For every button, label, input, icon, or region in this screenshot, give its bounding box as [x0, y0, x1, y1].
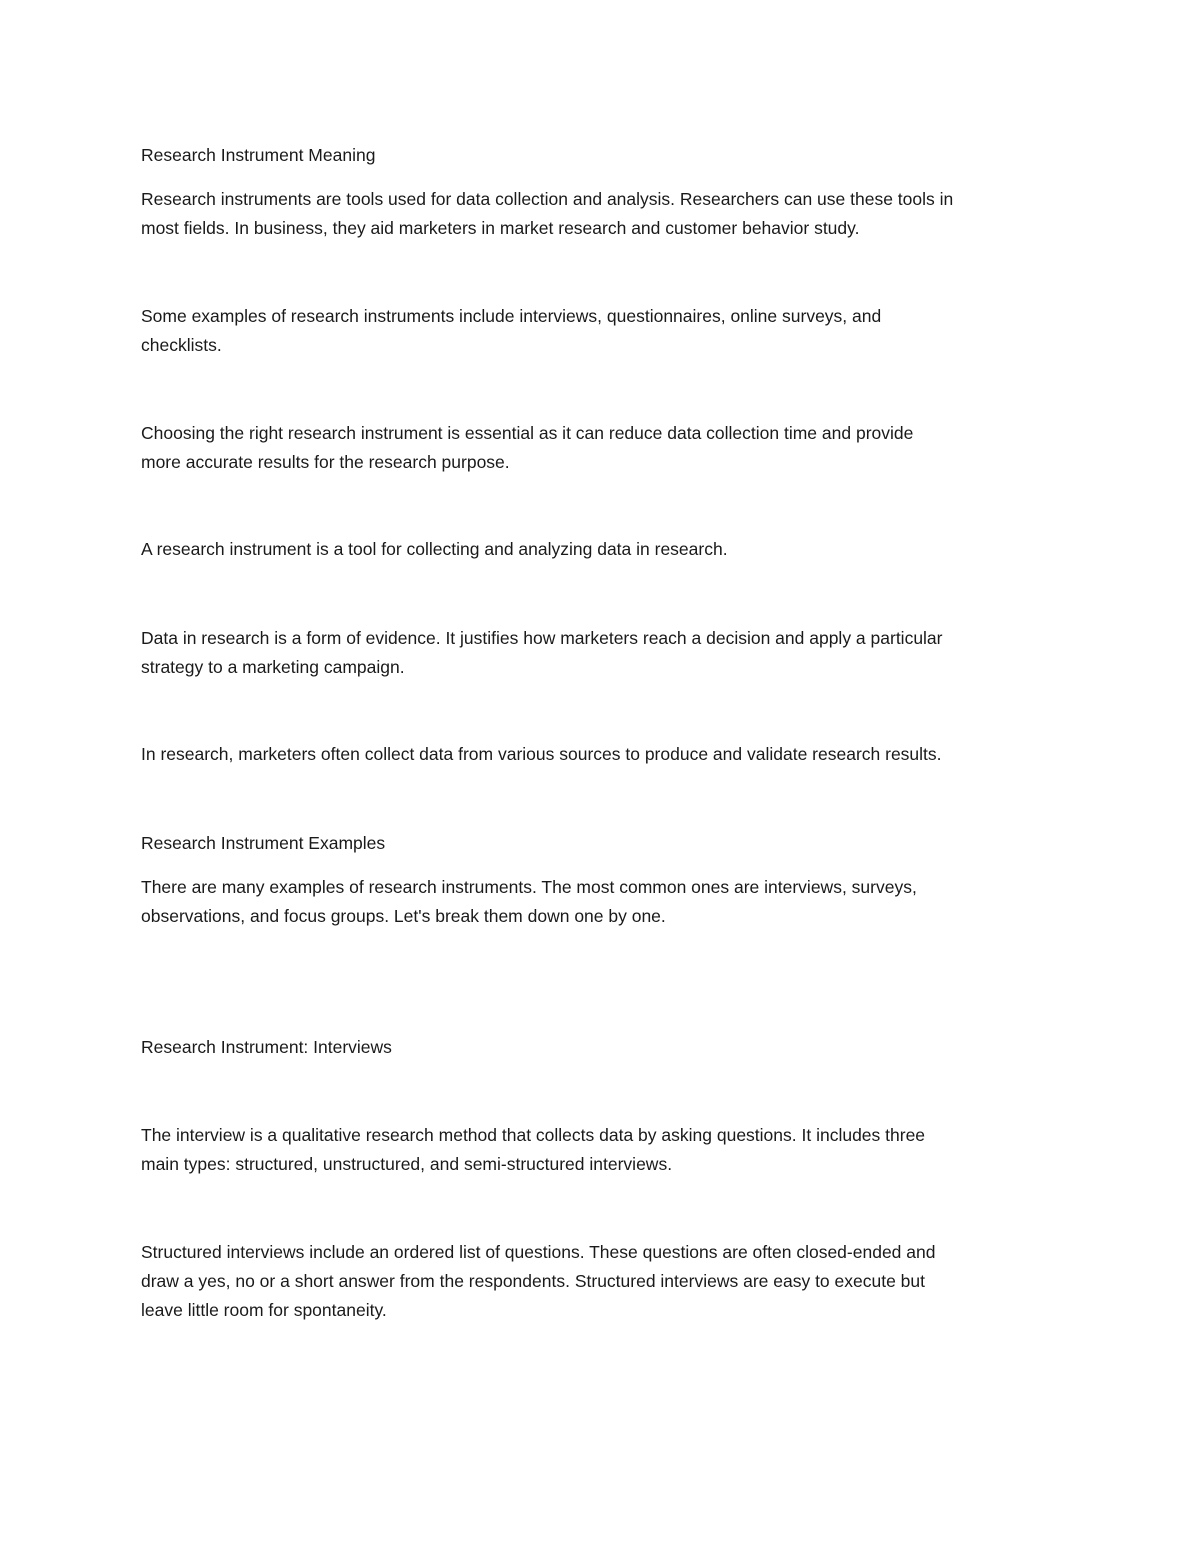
paragraph-line: main types: structured, unstructured, and semi-structured interviews.	[141, 1154, 673, 1174]
paragraph-line: more accurate results for the research purpose.	[141, 452, 510, 472]
paragraph-line: Structured interviews include an ordered list of questions. These questions are often closed-ended and	[141, 1242, 936, 1262]
paragraph-line: leave little room for spontaneity.	[141, 1300, 387, 1320]
paragraph-line: There are many examples of research instruments. The most common ones are interviews, surveys,	[141, 877, 917, 897]
heading-research-instrument-interviews: Research Instrument: Interviews	[141, 1037, 392, 1057]
paragraph-line: The interview is a qualitative research method that collects data by asking questions. It includes three	[141, 1125, 926, 1145]
paragraph-line: Research instruments are tools used for data collection and analysis. Researchers can use these tools in	[141, 189, 954, 209]
paragraph-line: Data in research is a form of evidence. It justifies how marketers reach a decision and apply a particular	[141, 628, 943, 648]
paragraph-line: draw a yes, no or a short answer from the respondents. Structured interviews are easy to execute but	[141, 1271, 926, 1291]
paragraph-line: strategy to a marketing campaign.	[141, 657, 405, 677]
paragraph-line: Some examples of research instruments include interviews, questionnaires, online surveys, and	[141, 306, 882, 326]
paragraph-line: most fields. In business, they aid marketers in market research and customer behavior study.	[141, 218, 860, 238]
paragraph-line: Choosing the right research instrument is essential as it can reduce data collection time and provide	[141, 423, 914, 443]
heading-research-instrument-examples: Research Instrument Examples	[141, 833, 386, 853]
heading-research-instrument-meaning: Research Instrument Meaning	[141, 145, 376, 165]
paragraph-line: A research instrument is a tool for collecting and analyzing data in research.	[141, 539, 728, 559]
paragraph-line: In research, marketers often collect data from various sources to produce and validate research results.	[141, 744, 942, 764]
paragraph-line: observations, and focus groups. Let's break them down one by one.	[141, 906, 666, 926]
paragraph-line: checklists.	[141, 335, 222, 355]
